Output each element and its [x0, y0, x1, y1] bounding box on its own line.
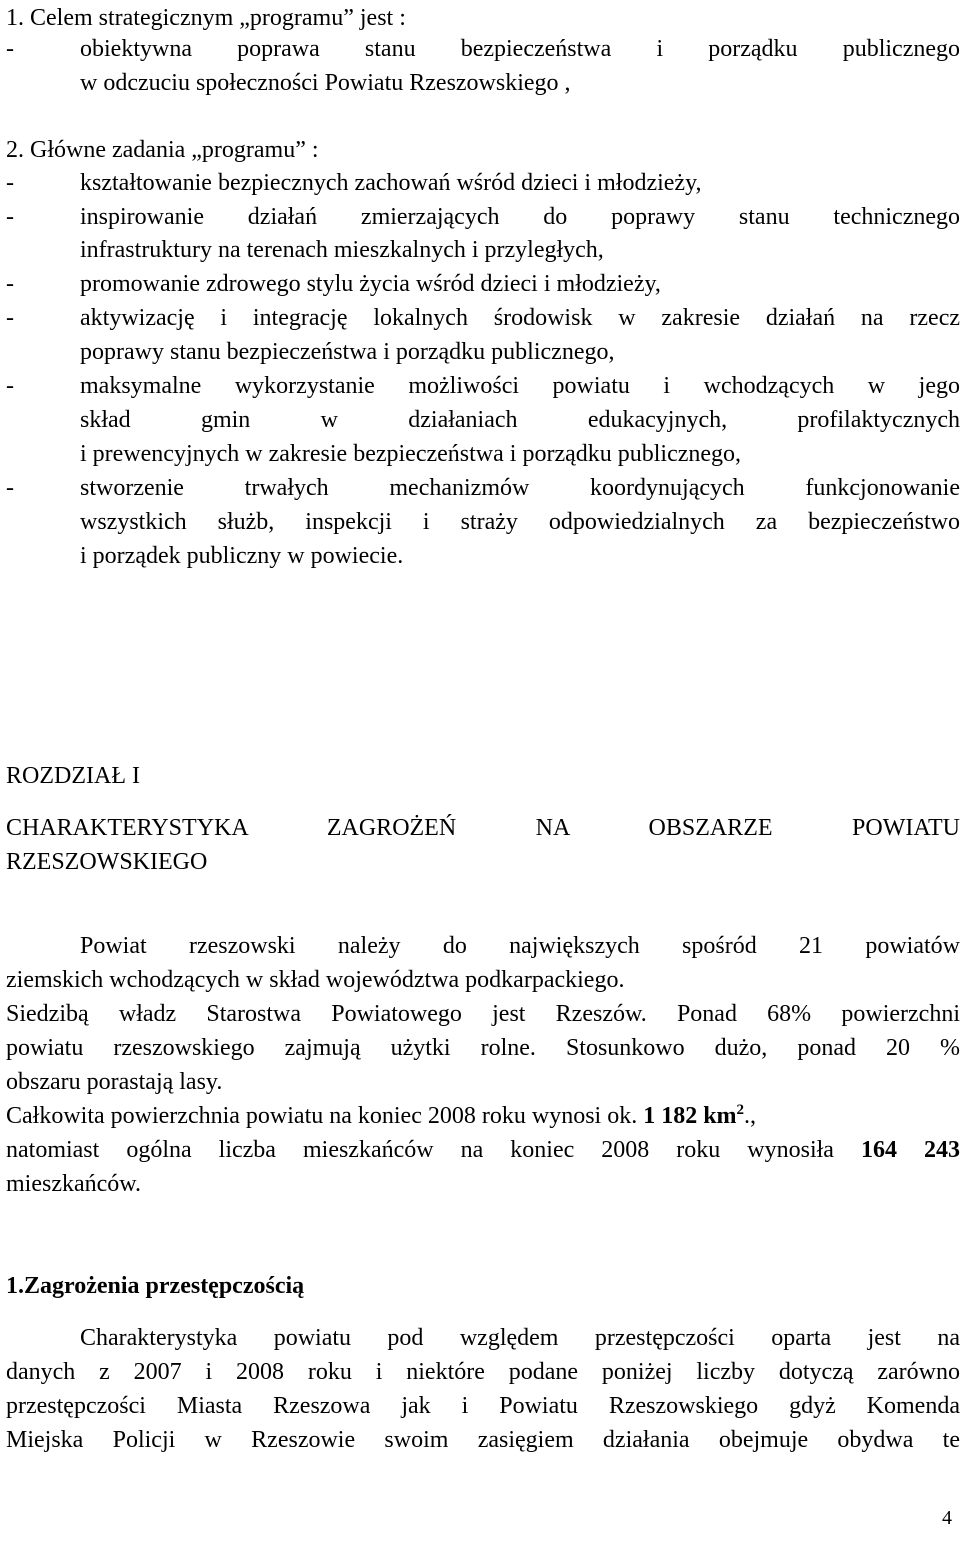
task-item-2-line-2: infrastruktury na terenach mieszkalnych i przyległych,	[80, 237, 604, 263]
tasks-heading: 2. Główne zadania „programu” :	[6, 137, 319, 163]
intro-p2-line-1: Siedzibą władz Starostwa Powiatowego jest Rzeszów. Ponad 68% powierzchni	[6, 1001, 960, 1027]
task-item-4-line-2: poprawy stanu bezpieczeństwa i porządku publicznego,	[80, 339, 615, 365]
section-1-line-3: przestępczości Miasta Rzeszowa jak i Powiatu Rzeszowskiego gdyż Komenda	[6, 1393, 960, 1419]
chapter-title-line-2: RZESZOWSKIEGO	[6, 849, 208, 875]
task-item-5-line-3: i prewencyjnych w zakresie bezpieczeństwa i porządku publicznego,	[80, 441, 742, 467]
goals-heading: 1. Celem strategicznym „programu” jest :	[6, 5, 406, 31]
section-1-heading: 1.Zagrożenia przestępczością	[6, 1273, 305, 1299]
goal-item-1-line-2: w odczuciu społeczności Powiatu Rzeszowskiego ,	[80, 70, 571, 96]
intro-p2-line-3: obszaru porastają lasy.	[6, 1069, 223, 1095]
task-item-5-line-2: skład gmin w działaniach edukacyjnych, profilaktycznych	[80, 407, 960, 433]
intro-p1-line-2: ziemskich wchodzących w skład województwa podkarpackiego.	[6, 967, 625, 993]
area-value: 1 182 km	[643, 1103, 737, 1129]
task-item-2-line-1: - inspirowanie działań zmierzających do poprawy stanu technicznego	[6, 204, 960, 230]
task-item-6-line-3: i porządek publiczny w powiecie.	[80, 543, 404, 569]
intro-p3-line-2: natomiast ogólna liczba mieszkańców na koniec 2008 roku wynosiła 164 243	[6, 1137, 960, 1163]
section-1-line-2: danych z 2007 i 2008 roku i niektóre podane poniżej liczby dotyczą zarówno	[6, 1359, 960, 1385]
section-1-line-4: Miejska Policji w Rzeszowie swoim zasięgiem działania obejmuje obydwa te	[6, 1427, 960, 1453]
task-item-3: - promowanie zdrowego stylu życia wśród dzieci i młodzieży,	[6, 271, 661, 297]
task-item-6-line-1: - stworzenie trwałych mechanizmów koordynujących funkcjonowanie	[6, 475, 960, 501]
task-item-4-line-1: - aktywizację i integrację lokalnych środowisk w zakresie działań na rzecz	[6, 305, 960, 331]
goal-item-1-line-1: - obiektywna poprawa stanu bezpieczeństwa i porządku publicznego	[6, 36, 960, 62]
task-item-1: - kształtowanie bezpiecznych zachowań wśród dzieci i młodzieży,	[6, 170, 702, 196]
population-value: 164 243	[860, 1137, 960, 1163]
page-number: 4	[942, 1507, 952, 1529]
intro-p3-line-1: Całkowita powierzchnia powiatu na koniec 2008 roku wynosi ok. 1 182 $km^2$.,	[6, 1102, 757, 1129]
section-1-line-1: Charakterystyka powiatu pod względem przestępczości oparta jest na	[80, 1325, 960, 1351]
intro-p3-line-3: mieszkańców.	[6, 1171, 142, 1197]
intro-p1-line-1: Powiat rzeszowski należy do największych spośród 21 powiatów	[80, 933, 960, 959]
chapter-label: ROZDZIAŁ I	[6, 763, 140, 789]
task-item-5-line-1: - maksymalne wykorzystanie możliwości powiatu i wchodzących w jego	[6, 373, 960, 399]
intro-p2-line-2: powiatu rzeszowskiego zajmują użytki rolne. Stosunkowo dużo, ponad 20 %	[6, 1035, 960, 1061]
task-item-6-line-2: wszystkich służb, inspekcji i straży odpowiedzialnych za bezpieczeństwo	[80, 509, 960, 535]
chapter-title-line-1: CHARAKTERYSTYKA ZAGROŻEŃ NA OBSZARZE POWIATU	[6, 815, 960, 841]
area-unit-superscript: 2	[736, 1102, 745, 1118]
